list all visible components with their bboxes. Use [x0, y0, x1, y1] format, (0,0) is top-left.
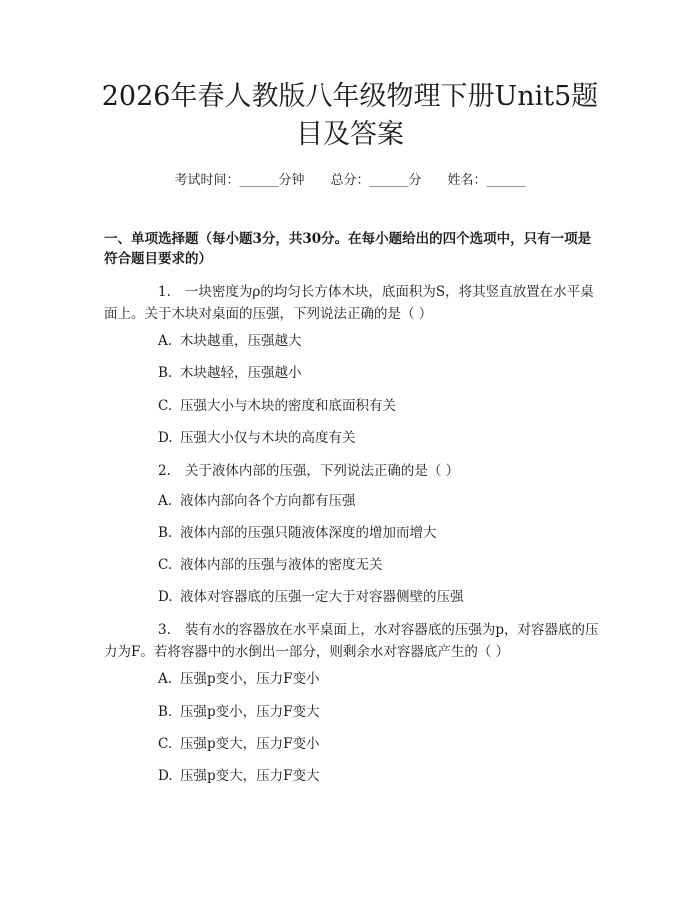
- option-letter: A.: [158, 671, 173, 687]
- option-letter: D.: [158, 768, 173, 784]
- answer-option: [158, 734, 598, 754]
- option-text: 木块越重，压强越大: [180, 333, 302, 349]
- answer-option: [158, 766, 598, 786]
- option-letter: C.: [158, 557, 173, 573]
- option-text: 木块越轻，压强越小: [180, 365, 302, 381]
- answer-option: [158, 702, 598, 722]
- option-text: 压强p变大，压力F变小: [180, 736, 320, 752]
- answer-option: [158, 428, 598, 448]
- exam-meta-line: [0, 169, 700, 188]
- question-stem: [104, 619, 604, 663]
- option-letter: D.: [158, 589, 173, 605]
- question-number: 1.: [158, 284, 171, 300]
- question-number: 2.: [158, 463, 171, 479]
- exam-time-label: 考试时间：______分钟: [174, 173, 305, 188]
- student-name-label: 姓名：______: [447, 173, 526, 188]
- document-title: 2026年春人教版八年级物理下册Unit5题目及答案: [101, 81, 599, 150]
- answer-option: [158, 363, 598, 383]
- option-text: 压强p变大，压力F变大: [180, 768, 320, 784]
- question-text: 一块密度为ρ的均匀长方体木块，底面积为S，将其竖直放置在水平桌面上。关于木块对桌面的压强，下列说法正确的是（ ）: [104, 284, 594, 322]
- question-text: 装有水的容器放在水平桌面上，水对容器底的压强为p，对容器底的压力为F。若将容器中的水倒出一部分，则剩余水对容器底产生的（ ）: [104, 622, 599, 660]
- option-letter: C.: [158, 736, 173, 752]
- option-letter: B.: [158, 365, 173, 381]
- answer-option: [158, 587, 598, 607]
- option-letter: D.: [158, 430, 173, 446]
- option-letter: A.: [158, 493, 173, 509]
- option-letter: B.: [158, 525, 173, 541]
- answer-option: [158, 331, 598, 351]
- option-text: 液体内部的压强与液体的密度无关: [180, 557, 383, 573]
- question-stem: [104, 460, 604, 482]
- option-letter: B.: [158, 704, 173, 720]
- option-letter: A.: [158, 333, 173, 349]
- answer-option: [158, 491, 598, 511]
- question-stem: [104, 281, 604, 325]
- option-letter: C.: [158, 398, 173, 414]
- question-text: 关于液体内部的压强，下列说法正确的是（ ）: [184, 463, 460, 479]
- section-heading: 一、单项选择题（每小题3分，共30分。在每小题给出的四个选项中，只有一项是符合题目要求的）: [104, 231, 592, 267]
- option-text: 压强p变小，压力F变大: [180, 704, 320, 720]
- option-text: 压强大小仅与木块的高度有关: [180, 430, 356, 446]
- option-text: 液体对容器底的压强一定大于对容器侧壁的压强: [180, 589, 464, 605]
- question-number: 3.: [158, 622, 171, 638]
- total-score-label: 总分：______分: [330, 173, 422, 188]
- answer-option: [158, 396, 598, 416]
- option-text: 液体内部的压强只随液体深度的增加而增大: [180, 525, 437, 541]
- option-text: 压强p变小，压力F变小: [180, 671, 320, 687]
- answer-option: [158, 555, 598, 575]
- answer-option: [158, 523, 598, 543]
- option-text: 液体内部向各个方向都有压强: [180, 493, 356, 509]
- option-text: 压强大小与木块的密度和底面积有关: [180, 398, 396, 414]
- answer-option: [158, 669, 598, 689]
